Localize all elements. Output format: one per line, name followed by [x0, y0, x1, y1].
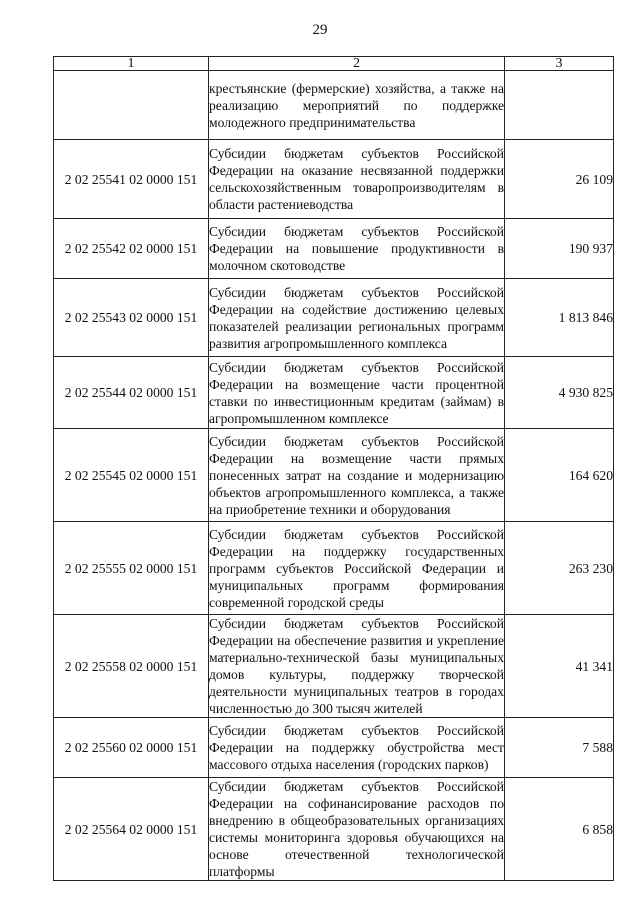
- row-description: Субсидии бюджетам субъектов Российской Федерации на оказание несвязанной поддержки сельскохозяйственным товаропроизводителям в области растениеводства: [209, 140, 505, 219]
- table-row: [54, 429, 614, 522]
- row-amount: 26 109: [505, 140, 614, 219]
- table-row: [54, 140, 614, 219]
- column-header-3: 3: [505, 57, 614, 71]
- row-amount: 41 341: [505, 615, 614, 718]
- budget-code: 2 02 25541 02 0000 151: [54, 140, 209, 219]
- budget-code: 2 02 25555 02 0000 151: [54, 522, 209, 615]
- budget-code: 2 02 25564 02 0000 151: [54, 778, 209, 881]
- row-description: Субсидии бюджетам субъектов Российской Федерации на поддержку государственных программ субъектов Российской Федерации и муниципальных программ формирования современной городской среды: [209, 522, 505, 615]
- table-row: [54, 357, 614, 429]
- row-amount: 263 230: [505, 522, 614, 615]
- budget-code: 2 02 25543 02 0000 151: [54, 279, 209, 357]
- row-amount: 1 813 846: [505, 279, 614, 357]
- row-amount: 7 588: [505, 718, 614, 778]
- row-description: Субсидии бюджетам субъектов Российской Федерации на софинансирование расходов по внедрению в общеобразовательных организациях системы мониторинга здоровья обучающихся на основе отечественной технологической платформы: [209, 779, 504, 879]
- row-description: Субсидии бюджетам субъектов Российской Федерации на возмещение части прямых понесенных затрат на создание и модернизацию объектов агропромышленного комплекса, а также на приобретение техники и оборудования: [209, 429, 505, 522]
- budget-table: [53, 56, 614, 881]
- row-amount: [505, 71, 614, 140]
- table-header-row: [54, 57, 614, 71]
- row-description: Субсидии бюджетам субъектов Российской Федерации на повышение продуктивности в молочном скотоводстве: [209, 219, 505, 279]
- table-row: [54, 279, 614, 357]
- row-description: Субсидии бюджетам субъектов Российской Федерации на обеспечение развития и укрепление материально-технической базы муниципальных домов культуры, поддержку творческой деятельности муниципальных театров в городах численностью до 300 тысяч жителей: [209, 616, 504, 716]
- budget-code: 2 02 25542 02 0000 151: [54, 219, 209, 279]
- row-amount: 4 930 825: [505, 357, 614, 429]
- row-amount: 6 858: [505, 778, 614, 881]
- table-row: [54, 615, 614, 718]
- table-row: [54, 71, 614, 140]
- budget-code: 2 02 25544 02 0000 151: [54, 357, 209, 429]
- row-description: крестьянские (фермерские) хозяйства, а также на реализацию мероприятий по поддержке молодежного предпринимательства: [209, 71, 505, 140]
- column-header-1: 1: [54, 57, 209, 71]
- table-row: [54, 778, 614, 881]
- page-number: 29: [312, 22, 328, 38]
- row-description: Субсидии бюджетам субъектов Российской Федерации на поддержку обустройства мест массового отдыха населения (городских парков): [209, 718, 505, 778]
- table-row: [54, 718, 614, 778]
- budget-code: [54, 71, 209, 140]
- column-header-2: 2: [209, 57, 505, 71]
- budget-code: 2 02 25545 02 0000 151: [54, 429, 209, 522]
- budget-code: 2 02 25558 02 0000 151: [54, 615, 209, 718]
- row-description: Субсидии бюджетам субъектов Российской Федерации на содействие достижению целевых показателей реализации региональных программ развития агропромышленного комплекса: [209, 279, 505, 357]
- table-row: [54, 522, 614, 615]
- row-amount: 190 937: [505, 219, 614, 279]
- row-description: Субсидии бюджетам субъектов Российской Федерации на возмещение части процентной ставки по инвестиционным кредитам (займам) в агропромышленном комплексе: [209, 357, 505, 429]
- row-amount: 164 620: [505, 429, 614, 522]
- table-row: [54, 219, 614, 279]
- budget-code: 2 02 25560 02 0000 151: [54, 718, 209, 778]
